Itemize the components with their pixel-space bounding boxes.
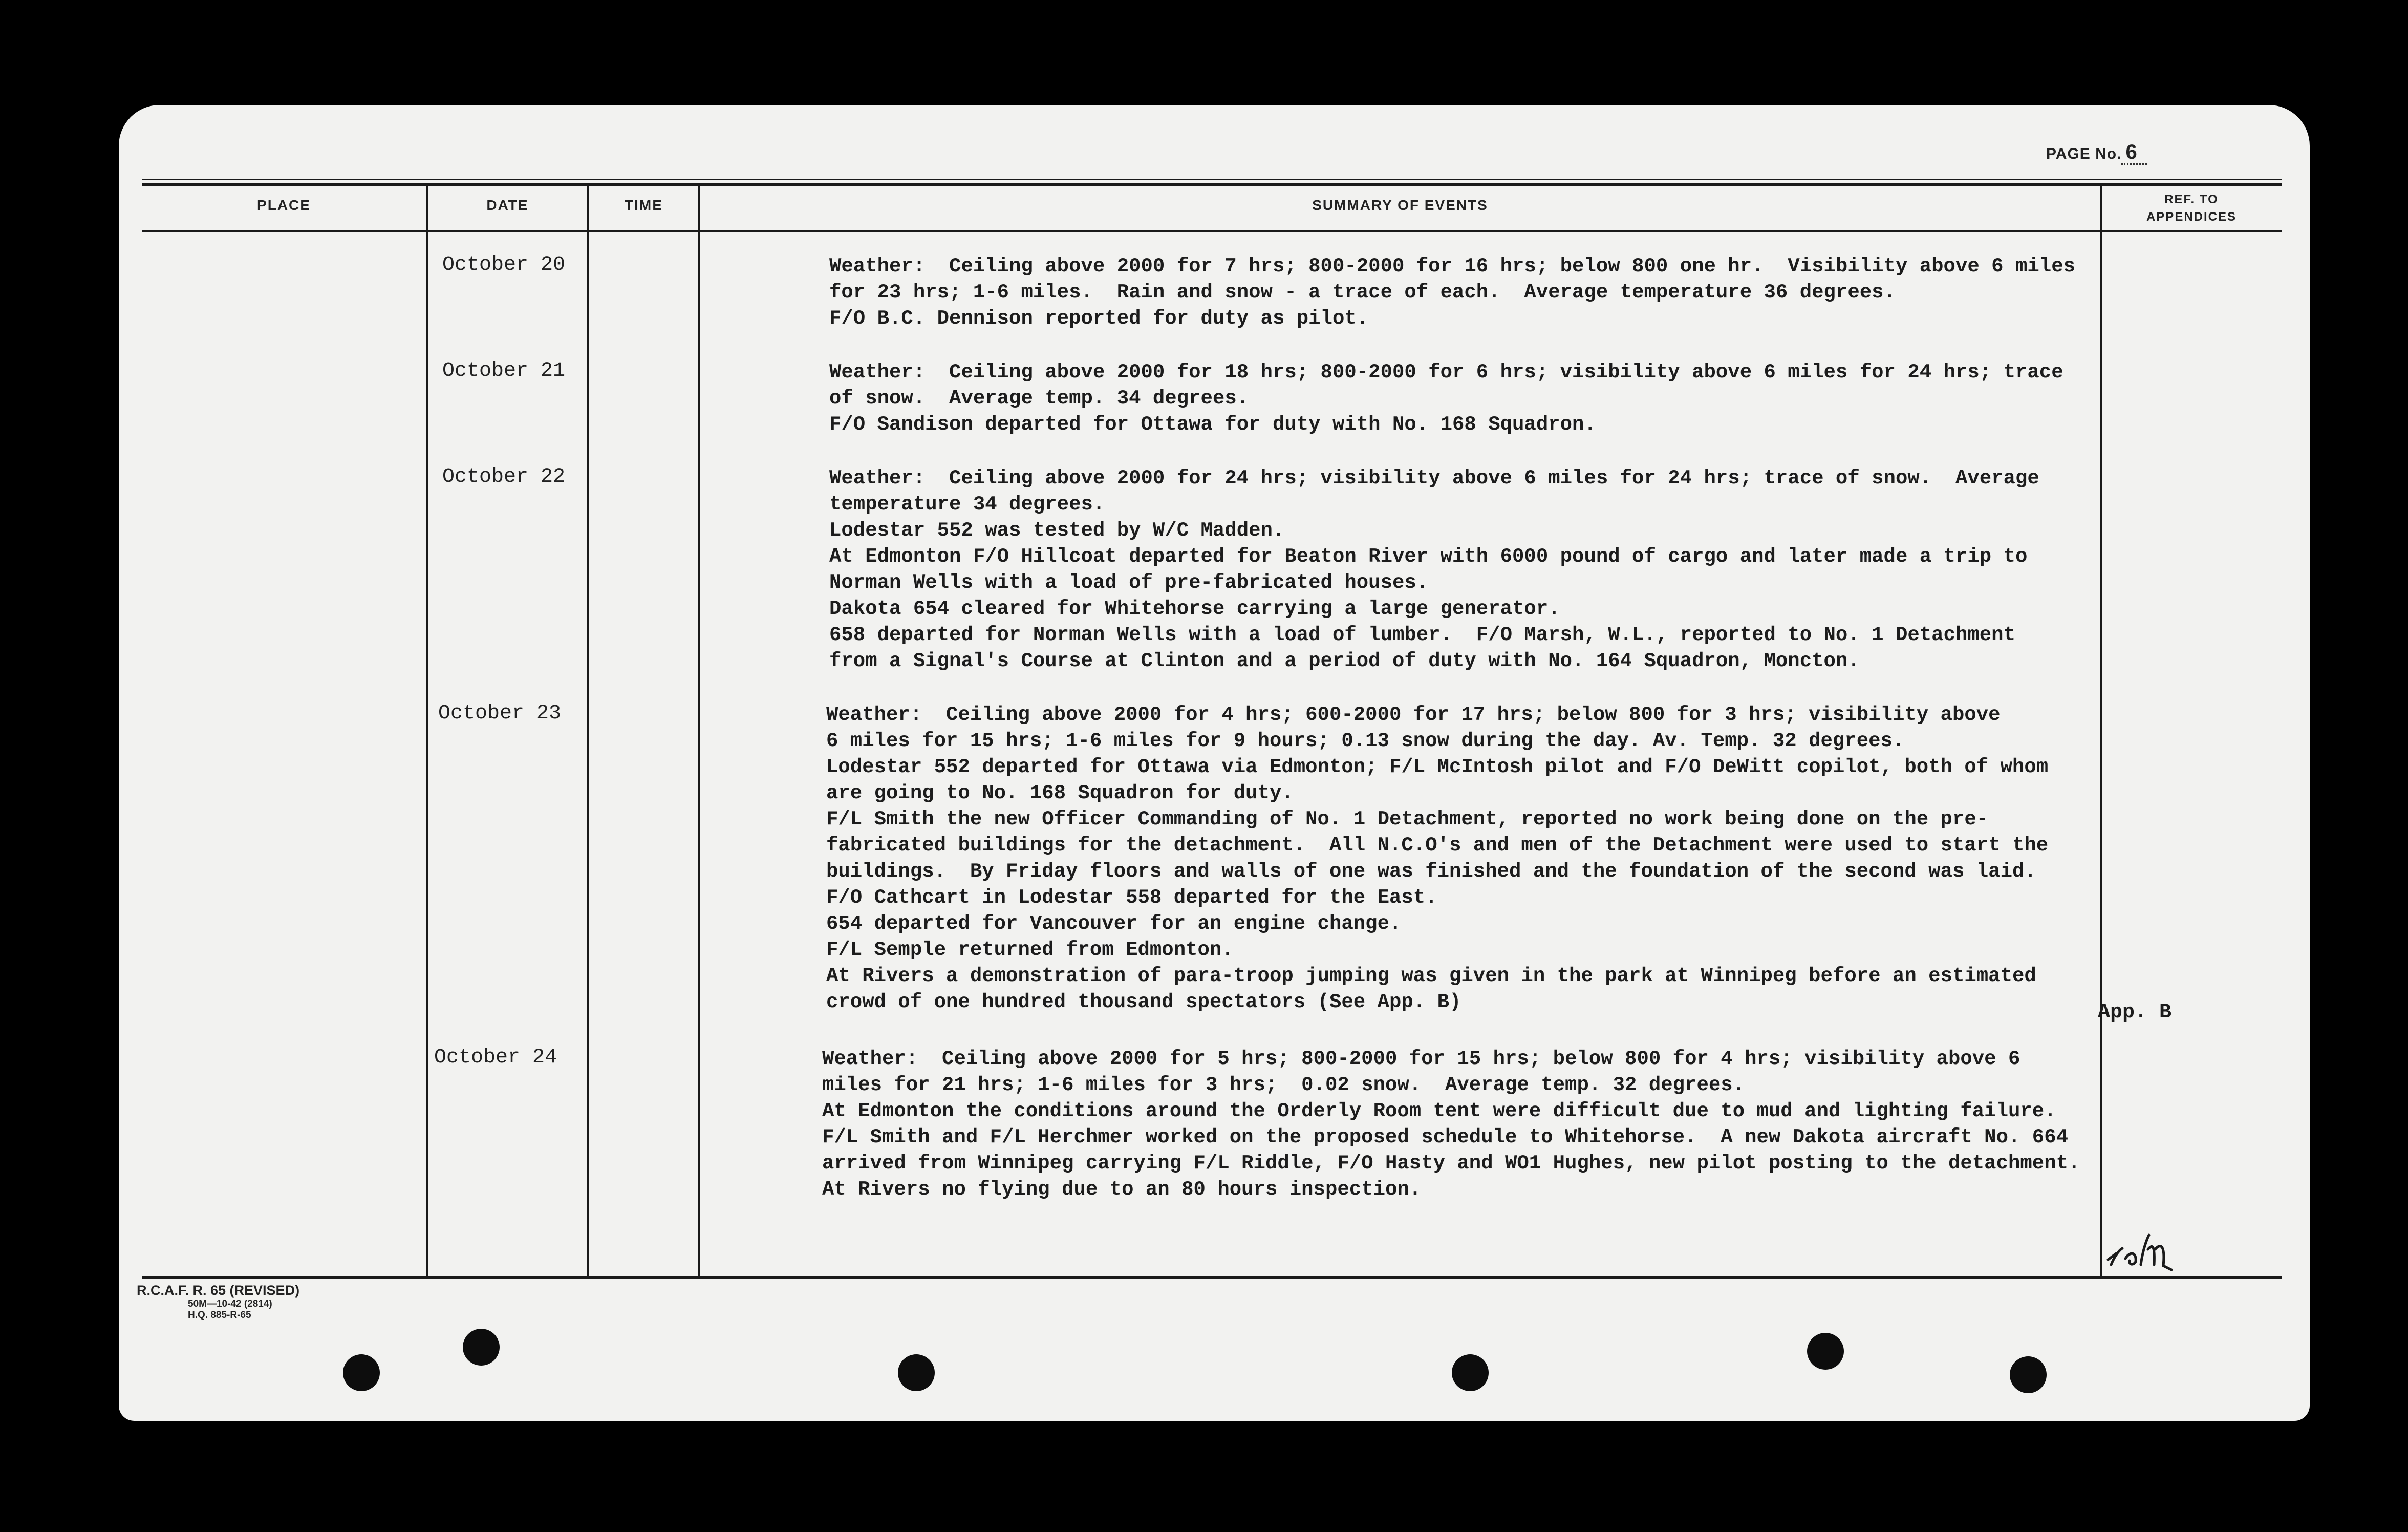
page-number-value: 6 — [2121, 141, 2146, 165]
header-ref-appendices — [2102, 191, 2281, 226]
header-ref-line2: APPENDICES — [2146, 210, 2237, 224]
col-divider-place-date — [426, 183, 428, 1278]
header-summary: SUMMARY OF EVENTS — [1312, 197, 1488, 213]
entry-summary: Weather: Ceiling above 2000 for 4 hrs; 600-2000 for 17 hrs; below 800 for 3 hrs; visibility above 6 miles for 15 hrs; 1-6 miles for 9 hours; 0.13 snow during the day. Av. Temp. 32 degrees. Lodestar 552 departed for Ottawa via Edmonton; F/L McIntosh pilot and F/O DeWitt copilot, both of whom are going to No. 168 Squadron for duty. F/L Smith the new Officer Commanding of No. 1 Detachment, reported no work being done on the pre- fabricated buildings for the detachment. All N.C.O's and men of the Detachment were used to start the buildings. By Friday floors and walls of one was finished and the foundation of the second was laid. F/O Cathcart in Lodestar 558 departed for the East. 654 departed for Vancouver for an engine change. F/L Semple returned from Edmonton. At Rivers a demonstration of para-troop jumping was given in the park at Winnipeg before an estimated crowd of one hundred thousand spectators (See App. B) — [826, 704, 2049, 1013]
header-bottom-rule — [142, 230, 2282, 232]
entry-summary: Weather: Ceiling above 2000 for 5 hrs; 800-2000 for 15 hrs; below 800 for 4 hrs; visibility above 6 miles for 21 hrs; 1-6 miles for 3 hrs; 0.02 snow. Average temp. 32 degrees. At Edmonton the conditions around the Orderly Room tent were difficult due to mud and lighting failure. F/L Smith and F/L Herchmer worked on the proposed schedule to Whitehorse. A new Dakota aircraft No. 664 arrived from Winnipeg carrying F/L Riddle, F/O Hasty and WO1 Hughes, new pilot posting to the detachment. At Rivers no flying due to an 80 hours inspection. — [822, 1048, 2080, 1201]
entry-summary: Weather: Ceiling above 2000 for 18 hrs; 800-2000 for 6 hrs; visibility above 6 miles for 24 hrs; trace of snow. Average temp. 34 degrees. F/O Sandison departed for Ottawa for duty with No. 168 Squadron. — [829, 361, 2063, 436]
form-print-run: 50M—10-42 (2814) — [188, 1299, 272, 1309]
header-ref-line1: REF. TO — [2164, 193, 2219, 206]
entry-date: October 24 — [434, 1046, 557, 1069]
col-divider-time-summary — [698, 183, 700, 1278]
entry-date: October 21 — [442, 359, 566, 382]
entry-summary: Weather: Ceiling above 2000 for 7 hrs; 800-2000 for 16 hrs; below 800 one hr. Visibility above 6 miles for 23 hrs; 1-6 miles. Rain and snow - a trace of each. Average temperature 36 degrees. F/O B.C. Dennison reported for duty as pilot. — [829, 255, 2075, 330]
entry-summary: Weather: Ceiling above 2000 for 24 hrs; visibility above 6 miles for 24 hrs; trace of snow. Average temperature 34 degrees. Lodestar 552 was tested by W/C Madden. At Edmonton F/O Hillcoat departed for Beaton River with 6000 pound of cargo and later made a trip to Norman Wells with a load of pre-fabricated houses. Dakota 654 cleared for Whitehorse carrying a large generator. 658 departed for Norman Wells with a load of lumber. F/O Marsh, W.L., reported to No. 1 Detachment from a Signal's Course at Clinton and a period of duty with No. 164 Squadron, Moncton. — [829, 467, 2039, 672]
entry-date: October 20 — [442, 253, 566, 276]
page-number — [2046, 141, 2147, 164]
top-rule-thick — [142, 183, 2282, 186]
binder-hole — [1452, 1354, 1489, 1391]
header-date: DATE — [486, 197, 529, 213]
col-divider-date-time — [587, 183, 589, 1278]
binder-hole — [898, 1354, 935, 1391]
footer-rule — [142, 1276, 2282, 1279]
form-hq-reference: H.Q. 885-R-65 — [188, 1310, 251, 1321]
entry-date: October 22 — [442, 465, 566, 488]
appendix-reference: App. B — [2098, 1001, 2172, 1024]
binder-hole — [463, 1329, 500, 1366]
handwritten-initials — [2105, 1229, 2182, 1275]
header-place: PLACE — [257, 197, 311, 213]
page-number-label: PAGE No. — [2046, 145, 2122, 162]
entry-date: October 23 — [438, 702, 562, 725]
form-number-block — [137, 1283, 299, 1321]
binder-hole — [2010, 1356, 2047, 1393]
binder-hole — [1807, 1333, 1844, 1370]
top-rule-thin — [142, 179, 2282, 180]
binder-hole — [343, 1354, 380, 1391]
diary-form-sheet — [119, 105, 2310, 1421]
form-number: R.C.A.F. R. 65 (REVISED) — [137, 1283, 300, 1298]
header-time: TIME — [625, 197, 663, 213]
